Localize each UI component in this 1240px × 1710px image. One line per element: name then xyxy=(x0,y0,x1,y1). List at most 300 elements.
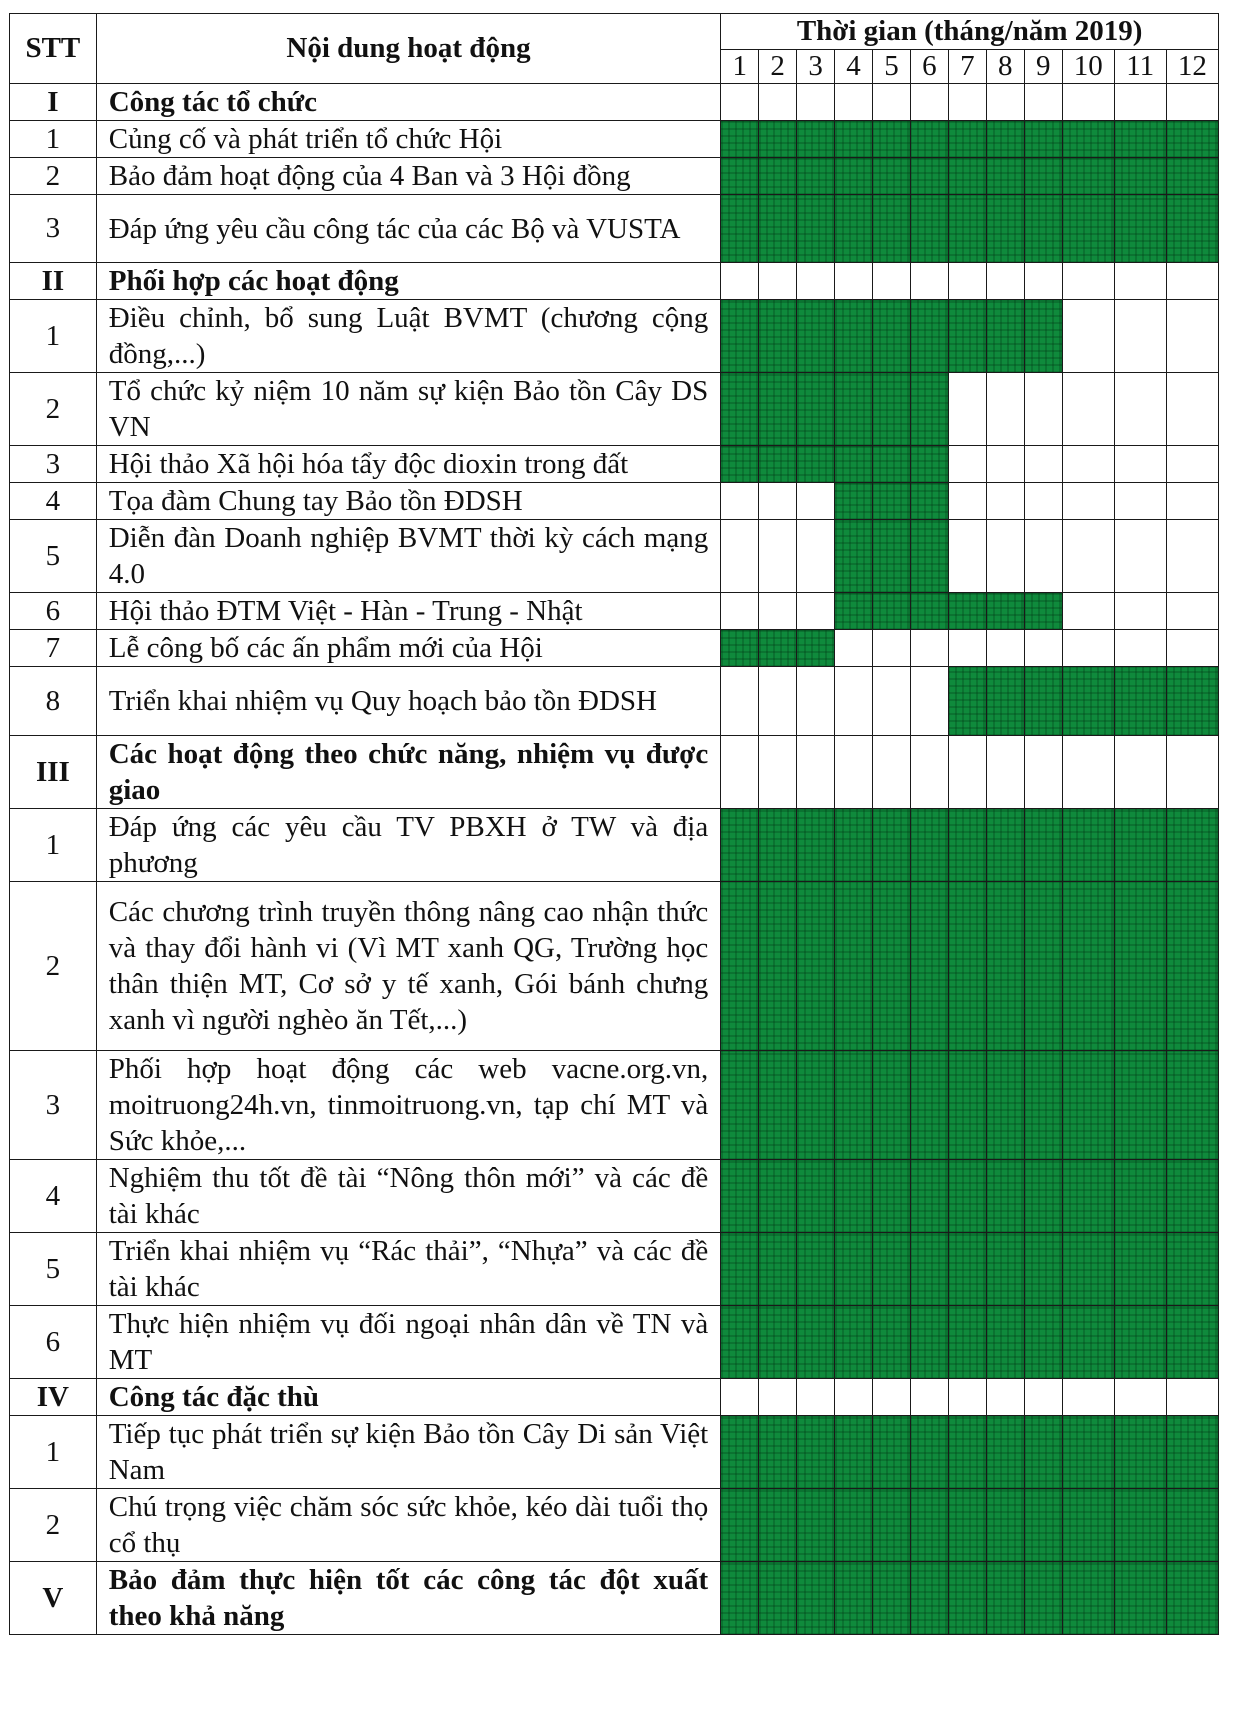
month-cell-active xyxy=(872,520,910,593)
month-cell-active xyxy=(1024,1306,1062,1379)
month-cell-active xyxy=(1062,121,1114,158)
month-cell-active xyxy=(721,446,759,483)
activity-content: Hội thảo ĐTM Việt - Hàn - Trung - Nhật xyxy=(96,593,721,630)
month-cell-active xyxy=(835,809,873,882)
month-cell-active xyxy=(1114,1051,1166,1160)
month-cell-active xyxy=(910,1160,948,1233)
month-cell-empty xyxy=(1062,1379,1114,1416)
activity-content: Điều chỉnh, bổ sung Luật BVMT (chương cộng đồng,...) xyxy=(96,300,721,373)
month-cell-active xyxy=(872,1233,910,1306)
row-stt: 1 xyxy=(10,1416,97,1489)
month-cell-empty xyxy=(835,263,873,300)
row-stt: 1 xyxy=(10,300,97,373)
month-cell-active xyxy=(1062,1306,1114,1379)
month-cell-active xyxy=(721,1489,759,1562)
month-cell-active xyxy=(759,630,797,667)
month-header: 10 xyxy=(1062,50,1114,84)
month-cell-active xyxy=(948,300,986,373)
activity-content: Lễ công bố các ấn phẩm mới của Hội xyxy=(96,630,721,667)
month-cell-active xyxy=(759,373,797,446)
section-row xyxy=(10,263,1219,300)
month-cell-active xyxy=(1024,121,1062,158)
month-cell-empty xyxy=(1166,373,1218,446)
row-stt: 4 xyxy=(10,483,97,520)
month-cell-empty xyxy=(797,483,835,520)
activity-content: Diễn đàn Doanh nghiệp BVMT thời kỳ cách mạng 4.0 xyxy=(96,520,721,593)
month-cell-active xyxy=(872,300,910,373)
month-cell-empty xyxy=(986,1379,1024,1416)
month-cell-active xyxy=(986,1233,1024,1306)
month-cell-active xyxy=(797,300,835,373)
month-cell-active xyxy=(721,373,759,446)
month-cell-active xyxy=(835,1416,873,1489)
table-header xyxy=(10,14,1219,84)
month-cell-active xyxy=(759,446,797,483)
month-cell-empty xyxy=(948,520,986,593)
month-cell-active xyxy=(948,1306,986,1379)
month-cell-active xyxy=(835,520,873,593)
month-cell-active xyxy=(1062,1233,1114,1306)
table-row xyxy=(10,1160,1219,1233)
month-cell-empty xyxy=(910,736,948,809)
row-stt: 1 xyxy=(10,809,97,882)
activity-content: Bảo đảm hoạt động của 4 Ban và 3 Hội đồng xyxy=(96,158,721,195)
row-stt: 1 xyxy=(10,121,97,158)
month-cell-active xyxy=(797,809,835,882)
month-cell-empty xyxy=(1114,300,1166,373)
month-cell-active xyxy=(948,1489,986,1562)
month-cell-active xyxy=(759,1160,797,1233)
month-cell-active xyxy=(986,158,1024,195)
month-cell-active xyxy=(986,300,1024,373)
month-cell-empty xyxy=(759,1379,797,1416)
table-row xyxy=(10,195,1219,263)
table-row xyxy=(10,446,1219,483)
table-row xyxy=(10,1416,1219,1489)
table-row xyxy=(10,667,1219,736)
row-stt: 2 xyxy=(10,1489,97,1562)
month-cell-active xyxy=(910,1306,948,1379)
month-cell-active xyxy=(1166,1562,1218,1635)
month-cell-active xyxy=(835,300,873,373)
month-cell-empty xyxy=(1024,446,1062,483)
month-cell-empty xyxy=(948,84,986,121)
month-cell-empty xyxy=(721,736,759,809)
table-row xyxy=(10,1306,1219,1379)
month-cell-active xyxy=(1166,809,1218,882)
month-cell-active xyxy=(1166,1306,1218,1379)
month-cell-empty xyxy=(1114,373,1166,446)
month-cell-empty xyxy=(948,373,986,446)
month-cell-active xyxy=(721,1051,759,1160)
month-header: 1 xyxy=(721,50,759,84)
month-cell-empty xyxy=(721,520,759,593)
month-cell-active xyxy=(910,195,948,263)
month-cell-empty xyxy=(872,667,910,736)
month-cell-empty xyxy=(986,373,1024,446)
month-cell-active xyxy=(759,1233,797,1306)
month-cell-active xyxy=(1114,195,1166,263)
month-cell-empty xyxy=(910,1379,948,1416)
month-cell-empty xyxy=(1114,593,1166,630)
month-cell-active xyxy=(948,593,986,630)
month-cell-empty xyxy=(759,84,797,121)
month-cell-active xyxy=(1024,882,1062,1051)
month-cell-active xyxy=(1114,1233,1166,1306)
month-cell-active xyxy=(1024,809,1062,882)
section-row xyxy=(10,1562,1219,1635)
month-cell-active xyxy=(797,1160,835,1233)
month-cell-empty xyxy=(1062,84,1114,121)
month-cell-empty xyxy=(872,84,910,121)
section-title: Phối hợp các hoạt động xyxy=(96,263,721,300)
month-cell-active xyxy=(835,158,873,195)
month-cell-active xyxy=(1114,882,1166,1051)
activity-content: Chú trọng việc chăm sóc sức khỏe, kéo dài tuổi thọ cổ thụ xyxy=(96,1489,721,1562)
row-stt: 3 xyxy=(10,446,97,483)
month-cell-active xyxy=(1166,121,1218,158)
month-cell-empty xyxy=(1114,736,1166,809)
month-cell-active xyxy=(759,1306,797,1379)
table-row xyxy=(10,158,1219,195)
month-cell-active xyxy=(910,158,948,195)
month-cell-empty xyxy=(986,630,1024,667)
month-cell-empty xyxy=(910,84,948,121)
month-cell-empty xyxy=(1024,1379,1062,1416)
month-cell-active xyxy=(797,1306,835,1379)
month-cell-active xyxy=(721,121,759,158)
month-header: 7 xyxy=(948,50,986,84)
row-stt: 8 xyxy=(10,667,97,736)
table-row xyxy=(10,630,1219,667)
month-cell-active xyxy=(835,446,873,483)
month-cell-active xyxy=(797,1416,835,1489)
month-header: 5 xyxy=(872,50,910,84)
month-cell-empty xyxy=(986,263,1024,300)
month-cell-active xyxy=(1166,158,1218,195)
month-cell-active xyxy=(1062,1489,1114,1562)
month-cell-empty xyxy=(1024,84,1062,121)
month-cell-active xyxy=(759,882,797,1051)
month-cell-active xyxy=(910,1416,948,1489)
section-title: Bảo đảm thực hiện tốt các công tác đột xuất theo khả năng xyxy=(96,1562,721,1635)
month-cell-active xyxy=(1024,1233,1062,1306)
month-cell-active xyxy=(797,882,835,1051)
month-cell-active xyxy=(872,1051,910,1160)
month-cell-active xyxy=(986,882,1024,1051)
month-cell-empty xyxy=(1114,483,1166,520)
activity-content: Tổ chức kỷ niệm 10 năm sự kiện Bảo tồn Cây DS VN xyxy=(96,373,721,446)
month-cell-empty xyxy=(872,736,910,809)
month-cell-active xyxy=(759,1416,797,1489)
month-header: 8 xyxy=(986,50,1024,84)
month-header: 12 xyxy=(1166,50,1218,84)
month-cell-empty xyxy=(1024,483,1062,520)
month-cell-active xyxy=(910,483,948,520)
row-stt: 5 xyxy=(10,1233,97,1306)
month-cell-empty xyxy=(948,263,986,300)
month-cell-active xyxy=(1062,158,1114,195)
activity-content: Đáp ứng yêu cầu công tác của các Bộ và VUSTA xyxy=(96,195,721,263)
month-cell-active xyxy=(759,158,797,195)
month-cell-active xyxy=(986,1489,1024,1562)
month-cell-empty xyxy=(948,1379,986,1416)
month-cell-active xyxy=(797,1051,835,1160)
month-cell-active xyxy=(1062,1416,1114,1489)
month-cell-empty xyxy=(835,630,873,667)
month-cell-empty xyxy=(797,520,835,593)
row-stt: II xyxy=(10,263,97,300)
month-cell-active xyxy=(910,593,948,630)
month-cell-active xyxy=(835,882,873,1051)
month-cell-empty xyxy=(1166,483,1218,520)
month-cell-active xyxy=(910,446,948,483)
month-cell-empty xyxy=(948,483,986,520)
month-cell-active xyxy=(986,1306,1024,1379)
month-cell-active xyxy=(797,158,835,195)
month-cell-empty xyxy=(797,263,835,300)
month-cell-empty xyxy=(1062,263,1114,300)
month-cell-empty xyxy=(1062,630,1114,667)
month-cell-empty xyxy=(1062,593,1114,630)
month-cell-active xyxy=(797,1562,835,1635)
month-cell-active xyxy=(948,1233,986,1306)
month-cell-active xyxy=(1024,158,1062,195)
month-cell-active xyxy=(1024,195,1062,263)
row-stt: 6 xyxy=(10,1306,97,1379)
month-header: 4 xyxy=(835,50,873,84)
month-cell-empty xyxy=(1062,373,1114,446)
month-cell-empty xyxy=(1024,520,1062,593)
month-cell-active xyxy=(1062,667,1114,736)
month-cell-active xyxy=(986,1562,1024,1635)
month-cell-active xyxy=(1166,667,1218,736)
table-row xyxy=(10,520,1219,593)
month-cell-active xyxy=(1114,121,1166,158)
activity-content: Các chương trình truyền thông nâng cao nhận thức và thay đổi hành vi (Vì MT xanh QG, Trường học thân thiện MT, Cơ sở y tế xanh, Gói bánh chưng xanh vì người nghèo ăn Tết,...) xyxy=(96,882,721,1051)
month-cell-active xyxy=(797,195,835,263)
month-cell-empty xyxy=(797,736,835,809)
month-cell-active xyxy=(721,1306,759,1379)
month-cell-active xyxy=(721,1160,759,1233)
month-cell-empty xyxy=(948,736,986,809)
section-title: Công tác tổ chức xyxy=(96,84,721,121)
month-cell-active xyxy=(1114,809,1166,882)
month-cell-active xyxy=(835,1233,873,1306)
month-cell-empty xyxy=(759,520,797,593)
month-cell-empty xyxy=(835,1379,873,1416)
section-title: Công tác đặc thù xyxy=(96,1379,721,1416)
row-stt: 4 xyxy=(10,1160,97,1233)
month-cell-active xyxy=(835,1562,873,1635)
month-cell-active xyxy=(948,1416,986,1489)
month-cell-active xyxy=(721,300,759,373)
month-cell-active xyxy=(1062,1160,1114,1233)
activity-content: Triển khai nhiệm vụ “Rác thải”, “Nhựa” và các đề tài khác xyxy=(96,1233,721,1306)
month-cell-empty xyxy=(759,593,797,630)
month-cell-active xyxy=(759,195,797,263)
month-cell-active xyxy=(1024,593,1062,630)
section-row xyxy=(10,1379,1219,1416)
month-cell-empty xyxy=(759,736,797,809)
activity-content: Tọa đàm Chung tay Bảo tồn ĐDSH xyxy=(96,483,721,520)
month-cell-empty xyxy=(1114,630,1166,667)
month-cell-active xyxy=(872,373,910,446)
month-cell-active xyxy=(1062,809,1114,882)
month-header: 2 xyxy=(759,50,797,84)
month-cell-active xyxy=(835,1160,873,1233)
month-cell-active xyxy=(986,1160,1024,1233)
month-cell-active xyxy=(759,1562,797,1635)
month-cell-empty xyxy=(1166,446,1218,483)
month-cell-empty xyxy=(835,84,873,121)
month-cell-empty xyxy=(1062,520,1114,593)
activity-content: Củng cố và phát triển tổ chức Hội xyxy=(96,121,721,158)
month-cell-active xyxy=(910,300,948,373)
month-cell-active xyxy=(835,1489,873,1562)
month-cell-empty xyxy=(1166,1379,1218,1416)
month-cell-active xyxy=(835,121,873,158)
month-cell-empty xyxy=(759,667,797,736)
month-cell-empty xyxy=(1062,446,1114,483)
table-row xyxy=(10,809,1219,882)
month-cell-active xyxy=(948,1160,986,1233)
month-cell-empty xyxy=(872,263,910,300)
month-cell-active xyxy=(1024,1160,1062,1233)
month-cell-active xyxy=(910,373,948,446)
row-stt: 2 xyxy=(10,882,97,1051)
month-cell-active xyxy=(986,667,1024,736)
month-cell-active xyxy=(1166,1489,1218,1562)
month-cell-active xyxy=(1062,1562,1114,1635)
month-cell-active xyxy=(872,1562,910,1635)
month-cell-empty xyxy=(797,1379,835,1416)
month-cell-active xyxy=(948,195,986,263)
month-cell-active xyxy=(986,195,1024,263)
month-cell-active xyxy=(986,1051,1024,1160)
month-cell-empty xyxy=(1024,263,1062,300)
table-row xyxy=(10,373,1219,446)
month-cell-active xyxy=(1166,1416,1218,1489)
month-cell-empty xyxy=(1166,263,1218,300)
row-stt: I xyxy=(10,84,97,121)
month-cell-active xyxy=(910,520,948,593)
month-cell-empty xyxy=(1062,300,1114,373)
activity-content: Thực hiện nhiệm vụ đối ngoại nhân dân về TN và MT xyxy=(96,1306,721,1379)
month-cell-active xyxy=(1166,1051,1218,1160)
activity-content: Nghiệm thu tốt đề tài “Nông thôn mới” và các đề tài khác xyxy=(96,1160,721,1233)
month-cell-empty xyxy=(1114,84,1166,121)
month-cell-active xyxy=(872,593,910,630)
activity-content: Đáp ứng các yêu cầu TV PBXH ở TW và địa phương xyxy=(96,809,721,882)
month-cell-active xyxy=(721,158,759,195)
activity-content: Hội thảo Xã hội hóa tẩy độc dioxin trong đất xyxy=(96,446,721,483)
month-cell-active xyxy=(910,1051,948,1160)
month-cell-active xyxy=(1024,1562,1062,1635)
month-cell-active xyxy=(1024,1051,1062,1160)
month-cell-active xyxy=(759,121,797,158)
month-cell-empty xyxy=(1166,84,1218,121)
month-cell-empty xyxy=(1114,1379,1166,1416)
month-cell-empty xyxy=(721,263,759,300)
month-cell-active xyxy=(948,1051,986,1160)
month-cell-active xyxy=(1114,1562,1166,1635)
month-cell-active xyxy=(986,809,1024,882)
month-cell-active xyxy=(1166,882,1218,1051)
month-header: 3 xyxy=(797,50,835,84)
month-cell-empty xyxy=(1114,446,1166,483)
month-cell-active xyxy=(872,1160,910,1233)
month-cell-active xyxy=(1062,1051,1114,1160)
month-cell-empty xyxy=(986,446,1024,483)
month-cell-empty xyxy=(797,84,835,121)
month-cell-empty xyxy=(872,1379,910,1416)
row-stt: 2 xyxy=(10,158,97,195)
month-cell-empty xyxy=(835,667,873,736)
table-row xyxy=(10,121,1219,158)
table-row xyxy=(10,1489,1219,1562)
month-cell-active xyxy=(759,300,797,373)
month-cell-empty xyxy=(797,667,835,736)
activity-schedule-table xyxy=(9,13,1219,1635)
activity-content: Tiếp tục phát triển sự kiện Bảo tồn Cây Di sản Việt Nam xyxy=(96,1416,721,1489)
table-row xyxy=(10,300,1219,373)
month-cell-empty xyxy=(721,593,759,630)
table-row xyxy=(10,1051,1219,1160)
month-cell-active xyxy=(797,373,835,446)
month-cell-active xyxy=(721,1233,759,1306)
month-cell-active xyxy=(835,373,873,446)
month-cell-active xyxy=(872,809,910,882)
month-cell-active xyxy=(721,1416,759,1489)
month-cell-active xyxy=(910,1562,948,1635)
month-header: 11 xyxy=(1114,50,1166,84)
section-row xyxy=(10,736,1219,809)
table-row xyxy=(10,593,1219,630)
month-cell-empty xyxy=(759,263,797,300)
month-cell-active xyxy=(872,195,910,263)
month-cell-active xyxy=(910,809,948,882)
month-cell-active xyxy=(835,1051,873,1160)
month-cell-active xyxy=(948,1562,986,1635)
row-stt: 5 xyxy=(10,520,97,593)
month-cell-active xyxy=(759,1051,797,1160)
month-cell-active xyxy=(872,1489,910,1562)
month-cell-empty xyxy=(1062,483,1114,520)
month-cell-active xyxy=(721,809,759,882)
row-stt: III xyxy=(10,736,97,809)
row-stt: 3 xyxy=(10,1051,97,1160)
month-cell-active xyxy=(948,882,986,1051)
month-cell-active xyxy=(759,809,797,882)
month-cell-active xyxy=(986,1416,1024,1489)
month-header: 9 xyxy=(1024,50,1062,84)
section-row xyxy=(10,84,1219,121)
month-cell-empty xyxy=(910,667,948,736)
activity-content: Phối hợp hoạt động các web vacne.org.vn, moitruong24h.vn, tinmoitruong.vn, tạp chí MT và Sức khỏe,... xyxy=(96,1051,721,1160)
month-cell-empty xyxy=(835,736,873,809)
table-row xyxy=(10,1233,1219,1306)
month-cell-empty xyxy=(1024,373,1062,446)
month-cell-empty xyxy=(948,630,986,667)
month-cell-active xyxy=(835,195,873,263)
month-header: 6 xyxy=(910,50,948,84)
month-cell-active xyxy=(872,158,910,195)
month-cell-empty xyxy=(1166,736,1218,809)
month-cell-empty xyxy=(1024,630,1062,667)
month-cell-empty xyxy=(721,84,759,121)
row-stt: 7 xyxy=(10,630,97,667)
